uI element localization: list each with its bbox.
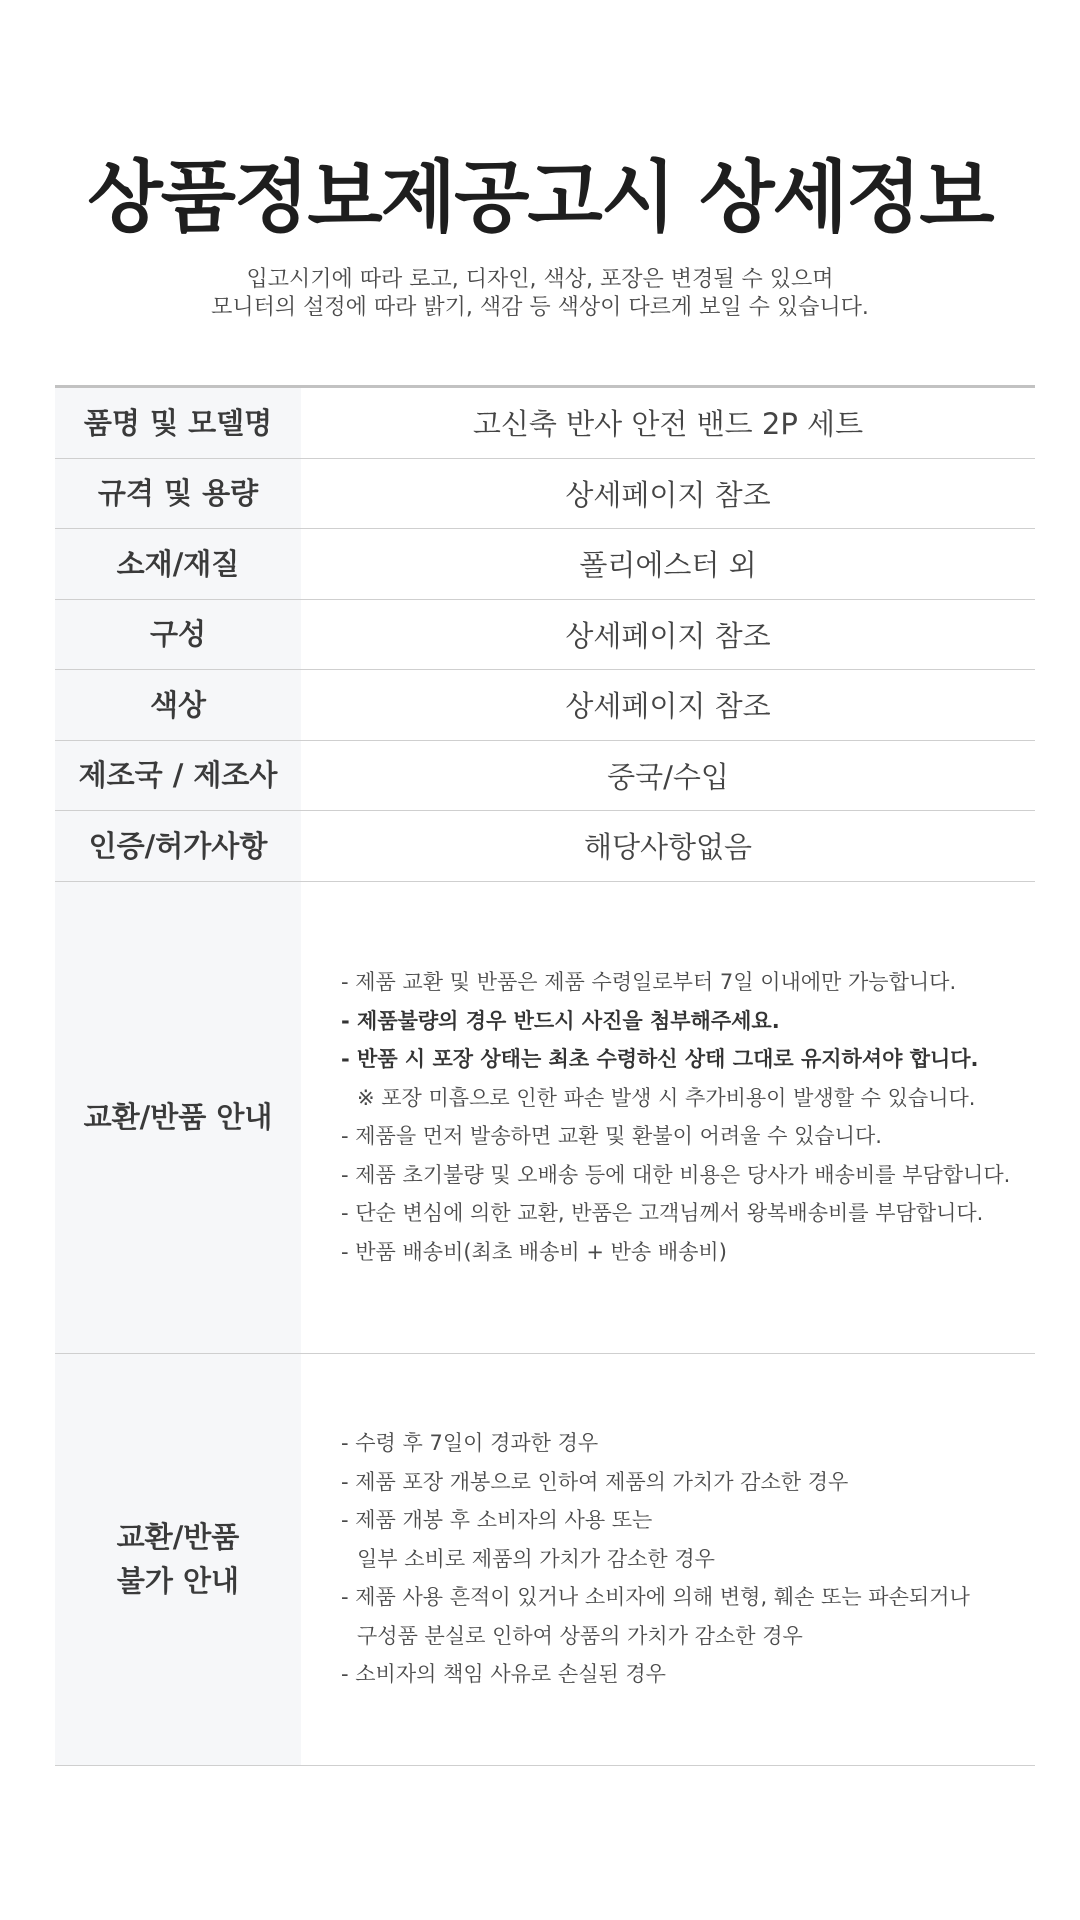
row-label: 소재/재질 xyxy=(55,529,301,599)
list-item: - 제품 포장 개봉으로 인하여 제품의 가치가 감소한 경우 xyxy=(341,1469,849,1494)
exchange-guide-row xyxy=(55,882,1035,1354)
product-info-table xyxy=(55,385,1035,1766)
no-exchange-guide-row xyxy=(55,1354,1035,1766)
row-value: 상세페이지 참조 xyxy=(565,689,771,724)
list-item: - 제품 초기불량 및 오배송 등에 대한 비용은 당사가 배송비를 부담합니다. xyxy=(341,1162,1011,1187)
table-row xyxy=(55,670,1035,741)
list-item: - 수령 후 7일이 경과한 경우 xyxy=(341,1431,599,1456)
row-label: 구성 xyxy=(55,600,301,670)
list-item: - 반품 배송비(최초 배송비 + 반송 배송비) xyxy=(341,1239,727,1264)
row-label: 인증/허가사항 xyxy=(55,811,301,881)
list-item: - 제품 교환 및 반품은 제품 수령일로부터 7일 이내에만 가능합니다. xyxy=(341,970,957,994)
list-item: - 제품불량의 경우 반드시 사진을 첨부해주세요. xyxy=(341,1008,780,1033)
table-row xyxy=(55,459,1035,530)
list-item: - 제품을 먼저 발송하면 교환 및 환불이 어려울 수 있습니다. xyxy=(341,1124,882,1148)
row-label: 규격 및 용량 xyxy=(55,459,301,529)
list-item-note: ※ 포장 미흡으로 인한 파손 발생 시 추가비용이 발생할 수 있습니다. xyxy=(357,1085,976,1110)
table-row xyxy=(55,741,1035,812)
row-value: 고신축 반사 안전 밴드 2P 세트 xyxy=(472,407,864,442)
row-value: 상세페이지 참조 xyxy=(565,477,771,512)
table-row xyxy=(55,600,1035,671)
row-label: 제조국 / 제조사 xyxy=(55,741,301,811)
subtitle-line: 모니터의 설정에 따라 밝기, 색감 등 색상이 다르게 보일 수 있습니다. xyxy=(211,295,869,320)
list-item: - 제품 개봉 후 소비자의 사용 또는 xyxy=(341,1508,653,1533)
row-value: 중국/수입 xyxy=(607,759,729,794)
row-value: 상세페이지 참조 xyxy=(565,618,771,653)
list-item: - 단순 변심에 의한 교환, 반품은 고객님께서 왕복배송비를 부담합니다. xyxy=(341,1201,984,1225)
table-row xyxy=(55,529,1035,600)
label-line: 불가 안내 xyxy=(116,1564,240,1598)
exchange-guide-list xyxy=(301,882,1035,1353)
list-item-continued: 일부 소비로 제품의 가치가 감소한 경우 xyxy=(357,1546,715,1571)
no-exchange-guide-list xyxy=(301,1354,1035,1765)
row-value: 폴리에스터 외 xyxy=(579,548,757,583)
subtitle-line: 입고시기에 따라 로고, 디자인, 색상, 포장은 변경될 수 있으며 xyxy=(246,267,834,292)
row-label: 품명 및 모델명 xyxy=(55,388,301,458)
page-title: 상품정보제공고시 상세정보 xyxy=(87,153,993,243)
row-value: 해당사항없음 xyxy=(583,830,753,865)
label-line: 교환/반품 xyxy=(116,1520,240,1554)
list-item: - 반품 시 포장 상태는 최초 수령하신 상태 그대로 유지하셔야 합니다. xyxy=(341,1047,979,1071)
list-item: - 소비자의 책임 사유로 손실된 경우 xyxy=(341,1662,666,1687)
exchange-guide-label: 교환/반품 안내 xyxy=(55,882,301,1353)
subtitle xyxy=(0,266,1080,322)
table-row xyxy=(55,811,1035,882)
row-label: 색상 xyxy=(55,670,301,740)
list-item: - 제품 사용 흔적이 있거나 소비자에 의해 변형, 훼손 또는 파손되거나 xyxy=(341,1585,970,1610)
no-exchange-guide-label xyxy=(55,1354,301,1765)
table-row xyxy=(55,388,1035,459)
list-item-continued: 구성품 분실로 인하여 상품의 가치가 감소한 경우 xyxy=(357,1623,803,1648)
